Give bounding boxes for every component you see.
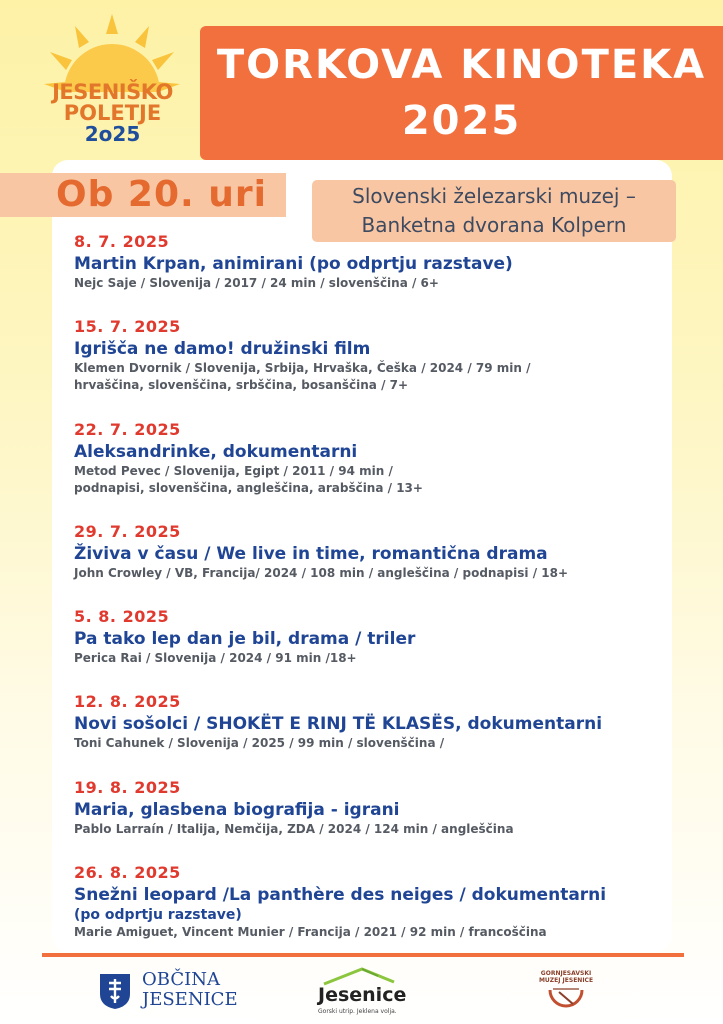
screening-date: 15. 7. 2025 bbox=[74, 317, 181, 336]
screening-date: 5. 8. 2025 bbox=[74, 607, 170, 626]
screening-title: Živiva v času / We live in time, romantična drama bbox=[74, 544, 548, 564]
screening-meta: Pablo Larraín / Italija, Nemčija, ZDA / 2024 / 124 min / angleščina bbox=[74, 822, 514, 836]
museum-line-1: GORNJESAVSKI bbox=[540, 970, 592, 977]
title-line-1: TORKOVA KINOTEKA bbox=[216, 42, 707, 88]
screening-title-note: (po odprtju razstave) bbox=[74, 907, 242, 923]
screening-date: 12. 8. 2025 bbox=[74, 692, 181, 711]
title-banner bbox=[200, 26, 723, 160]
jesenice-logo bbox=[318, 966, 418, 1018]
screening-title: Pa tako lep dan je bil, drama / triler bbox=[74, 629, 416, 649]
screening-meta: Klemen Dvornik / Slovenija, Srbija, Hrvaška, Češka / 2024 / 79 min / bbox=[74, 361, 531, 375]
screening-title: Aleksandrinke, dokumentarni bbox=[74, 442, 358, 462]
logo-line-2: POLETJE bbox=[63, 101, 162, 125]
screening-date: 8. 7. 2025 bbox=[74, 232, 170, 251]
jesenice-slogan: Gorski utrip. Jeklena volja. bbox=[318, 1008, 397, 1015]
title-line-2: 2025 bbox=[401, 98, 522, 144]
screening-title: Maria, glasbena biografija - igrani bbox=[74, 800, 400, 820]
logo-line-1: JESENIŠKO bbox=[52, 80, 173, 104]
screening-item bbox=[74, 863, 674, 941]
jesenice-wordmark: Jesenice bbox=[318, 984, 407, 1006]
time-badge: Ob 20. uri bbox=[0, 173, 286, 217]
screening-item bbox=[74, 317, 674, 394]
screening-date: 19. 8. 2025 bbox=[74, 778, 181, 797]
screening-title: Snežni leopard /La panthère des neiges / dokumentarni bbox=[74, 885, 607, 905]
screening-meta: Marie Amiguet, Vincent Munier / Francija / 2021 / 92 min / francoščina bbox=[74, 925, 547, 939]
screening-meta: hrvaščina, slovenščina, srbščina, bosanščina / 7+ bbox=[74, 378, 409, 392]
screening-item bbox=[74, 232, 674, 292]
screening-item bbox=[74, 692, 674, 752]
venue-line-2: Banketna dvorana Kolpern bbox=[361, 213, 627, 237]
screening-title: Novi sošolci / SHOKËT E RINJ TË KLASËS, dokumentarni bbox=[74, 714, 603, 734]
screening-item bbox=[74, 778, 674, 838]
footer-divider bbox=[42, 953, 684, 957]
screening-title: Igrišča ne damo! družinski film bbox=[74, 339, 371, 359]
mountain-roof-icon bbox=[322, 966, 402, 986]
screening-item bbox=[74, 522, 674, 582]
screening-date: 26. 8. 2025 bbox=[74, 863, 181, 882]
screening-meta: Perica Rai / Slovenija / 2024 / 91 min /18+ bbox=[74, 651, 357, 665]
screening-item bbox=[74, 420, 674, 497]
obcina-line-1: OBČINA bbox=[142, 969, 220, 990]
screening-meta: podnapisi, slovenščina, angleščina, arabščina / 13+ bbox=[74, 481, 423, 495]
museum-logo bbox=[536, 970, 596, 1014]
screening-title: Martin Krpan, animirani (po odprtju razstave) bbox=[74, 254, 513, 274]
obcina-jesenice-logo bbox=[98, 968, 258, 1012]
museum-line-2: MUZEJ JESENICE bbox=[538, 977, 594, 984]
obcina-line-2: JESENICE bbox=[142, 989, 238, 1010]
screening-meta: Toni Cahunek / Slovenija / 2025 / 99 min / slovenščina / bbox=[74, 736, 445, 750]
screening-meta: Nejc Saje / Slovenija / 2017 / 24 min / slovenščina / 6+ bbox=[74, 276, 439, 290]
museum-seal-icon bbox=[547, 984, 585, 1014]
screening-date: 29. 7. 2025 bbox=[74, 522, 181, 541]
screening-item bbox=[74, 607, 674, 667]
venue-line-1: Slovenski železarski muzej – bbox=[352, 184, 636, 208]
municipal-crest-icon bbox=[98, 972, 132, 1010]
screening-date: 22. 7. 2025 bbox=[74, 420, 181, 439]
screening-meta: John Crowley / VB, Francija/ 2024 / 108 min / angleščina / podnapisi / 18+ bbox=[74, 566, 569, 580]
screening-meta: Metod Pevec / Slovenija, Egipt / 2011 / 94 min / bbox=[74, 464, 393, 478]
logo-line-3: 2o25 bbox=[84, 122, 141, 146]
